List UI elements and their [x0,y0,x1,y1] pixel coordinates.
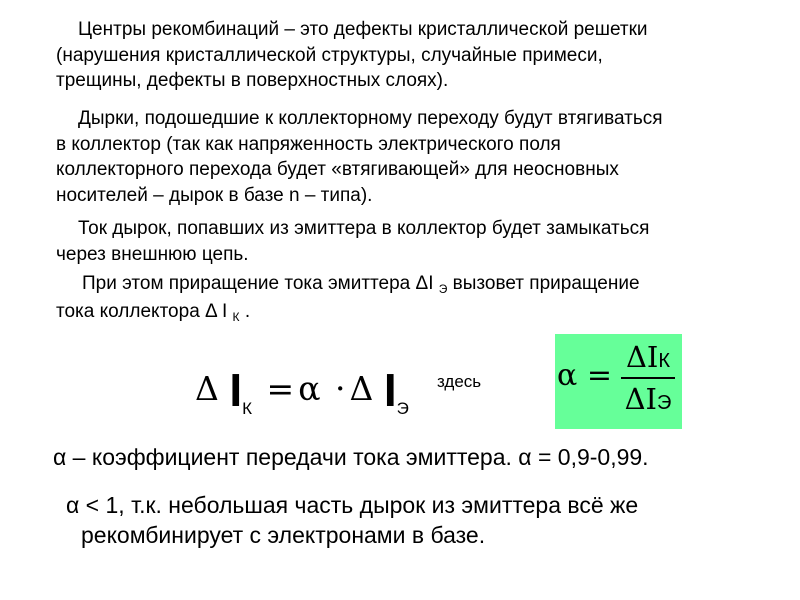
alpha-symbol: α [557,358,578,393]
fraction-numerator [617,340,679,374]
paragraph-hole-current [56,216,756,267]
text-line: носителей – дырок в базе n – типа). [56,184,373,206]
text-line: рекомбинирует с электронами в базе. [81,522,486,548]
collector-current-formula [195,357,409,418]
subscript: Э [396,399,409,418]
text-line: α < 1, т.к. небольшая часть дырок из эмиттера всё же [66,492,639,518]
current-symbol: I [383,364,397,416]
text-line: в коллектор (так как напряженность электрического поля [56,133,561,155]
paragraph-holes-drawn [56,106,756,208]
delta-symbol: Δ [349,369,374,408]
text-line: При этом приращение тока эмиттера ΔI [82,273,434,294]
alpha-symbol: α [298,369,321,408]
multiply-dot: · [334,369,346,408]
alpha-coefficient-line: α – коэффициент передачи тока эмиттера. α = 0,9-0,99. [53,444,649,470]
subscript: К [658,350,671,372]
subscript: Э [657,392,672,414]
delta-symbol: Δ [195,369,219,408]
text-line: Дырки, подошедшие к коллекторному переходу будут втягиваться [78,108,663,129]
text-line: тока коллектора Δ I [56,300,228,322]
paragraph-recombination-centers [56,17,756,94]
text-line: коллекторного перехода будет «втягивающей» для неосновных [56,159,619,180]
numerator-text: ΔI [625,340,659,374]
text-line: через внешнюю цепь. [56,243,249,265]
text-line: Ток дырок, попавших из эмиттера в коллектор будет замыкаться [78,218,650,239]
alpha-less-than-one [66,490,766,550]
alpha-fraction [617,340,679,416]
alpha-definition-box [555,334,682,429]
subscript: Э [438,282,448,296]
here-label: здесь [437,372,482,391]
subscript: К [232,309,240,324]
fraction-bar [621,377,675,379]
text-line: Центры рекомбинаций – это дефекты кристаллической решетки [78,19,648,40]
fraction-denominator [617,382,679,416]
current-symbol: I [229,364,243,416]
text-line: вызовет приращение [452,273,640,294]
equals-sign: = [586,358,612,393]
subscript: К [242,399,253,418]
text-line: . [244,300,251,322]
equals-sign: = [266,369,295,408]
alpha-lhs [557,358,612,393]
text-line: трещины, дефекты в поверхностных слоях). [56,70,449,91]
denominator-text: ΔI [624,382,658,416]
paragraph-increment [56,271,756,326]
text-line: (нарушения кристаллической структуры, случайные примеси, [56,44,603,66]
